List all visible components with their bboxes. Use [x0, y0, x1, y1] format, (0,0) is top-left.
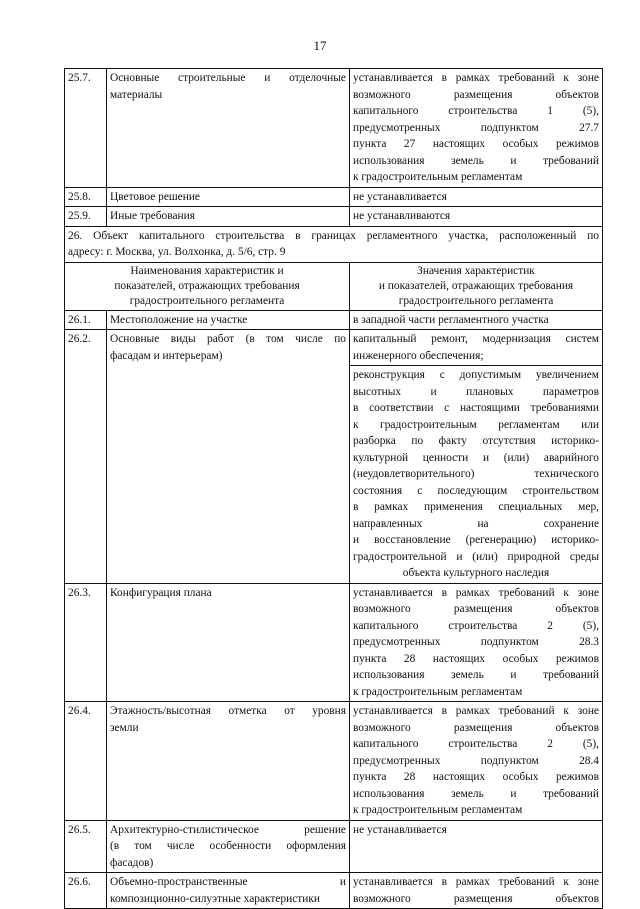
text-line: и восстановление (регенерацию) историко- [353, 534, 599, 546]
row-number: 25.7. [65, 69, 107, 188]
text-line: реконструкция с допустимым увеличением [353, 369, 599, 381]
text-line: к градостроительным регламентам [353, 685, 523, 698]
text-line: градостроительной и (или) природной среды [353, 550, 599, 563]
table-row [65, 187, 603, 207]
table-row [65, 310, 603, 330]
characteristic-name [107, 820, 350, 873]
characteristic-name: Цветовое решение [107, 187, 350, 207]
table-row [65, 702, 603, 821]
text-line: высотных и плановых параметров [353, 385, 599, 398]
characteristic-value: не устанавливается [350, 187, 603, 207]
characteristic-value [350, 873, 603, 909]
text-line: (неудовлетворительного) технического [353, 468, 599, 480]
table-row [65, 69, 603, 188]
text-line: возможного размещения объектов [353, 721, 599, 734]
requirements-table [64, 68, 603, 909]
characteristic-name [107, 702, 350, 821]
text-line: инженерного обеспечения; [353, 349, 484, 362]
value-part-b [350, 366, 602, 583]
page-number: 17 [313, 38, 327, 53]
table-row [65, 583, 603, 702]
characteristic-name [107, 330, 350, 584]
text-line: устанавливается в рамках требований к зоне [353, 586, 599, 599]
characteristic-name [107, 69, 350, 188]
text-line: капитального строительства 1 (5), [353, 105, 599, 117]
text-line: (в том числе особенности оформления [110, 840, 346, 852]
row-number: 26.1. [65, 310, 107, 330]
text-line: использования земель и требований [353, 669, 599, 681]
characteristic-value: в западной части регламентного участка [350, 310, 603, 330]
characteristic-value: не устанавливаются [350, 207, 603, 227]
text-line: Основные строительные и отделочные [110, 72, 346, 84]
text-line: и показателей, отражающих требования [378, 279, 574, 292]
value-part-a [350, 330, 602, 366]
section-heading-row [65, 226, 603, 262]
characteristic-name: Местоположение на участке [107, 310, 350, 330]
text-line: предусмотренных подпунктом 28.4 [353, 754, 599, 767]
text-line: к градостроительным регламентам [353, 804, 523, 816]
characteristic-name: Конфигурация плана [107, 583, 350, 702]
text-line: состояния с последующим строительством [353, 484, 599, 497]
characteristic-value: не устанавливается [350, 820, 603, 873]
row-number: 26.3. [65, 583, 107, 702]
text-line: градостроительного регламента [398, 294, 554, 307]
characteristic-value [350, 69, 603, 188]
table-row [65, 873, 603, 909]
text-line: использования земель и требований [353, 787, 599, 800]
table-row [65, 330, 603, 584]
text-line: предусмотренных подпунктом 28.3 [353, 636, 599, 648]
text-line: показателей, отражающих требования [114, 279, 300, 292]
row-number: 26.5. [65, 820, 107, 873]
text-line: адресу: г. Москва, ул. Волхонка, д. 5/6, стр. 9 [68, 246, 286, 258]
text-line: градостроительного регламента [129, 294, 285, 307]
text-line: пункта 28 настоящих особых режимов [353, 652, 599, 665]
column-header-names [65, 262, 350, 310]
text-line: объекта культурного наследия [402, 567, 550, 579]
row-number: 26.4. [65, 702, 107, 821]
table-row [65, 207, 603, 227]
text-line: устанавливается в рамках требований к зоне [353, 72, 599, 84]
text-line: 26. Объект капитального строительства в границах регламентного участка, расположенный по [68, 229, 599, 242]
row-number: 25.9. [65, 207, 107, 227]
table-header-row [65, 262, 603, 310]
text-line: в соответствии с настоящими требованиями [353, 402, 599, 414]
text-line: возможного размещения объектов [353, 88, 599, 101]
text-line: капитального строительства 2 (5), [353, 619, 599, 632]
text-line: материалы [110, 88, 163, 101]
characteristic-name [107, 873, 350, 909]
section-heading [65, 226, 603, 262]
column-header-values [350, 262, 603, 310]
text-line: предусмотренных подпунктом 27.7 [353, 121, 599, 134]
text-line: фасадов) [110, 856, 154, 869]
text-line: культурной ценности и (или) аварийного [353, 451, 599, 464]
text-line: Этажность/высотная отметка от уровня [110, 705, 346, 717]
text-line: капитального строительства 2 (5), [353, 738, 599, 750]
table-row [65, 820, 603, 873]
text-line: фасадам и интерьерам) [110, 349, 223, 362]
text-line: композиционно-силуэтные характеристики [110, 892, 320, 905]
text-line: Архитектурно-стилистическое решение [110, 823, 346, 836]
text-line: Объемно-пространственные и [110, 876, 346, 888]
text-line: капитальный ремонт, модернизация систем [353, 333, 599, 345]
row-number: 26.6. [65, 873, 107, 909]
row-number: 25.8. [65, 187, 107, 207]
text-line: пункта 28 настоящих особых режимов [353, 771, 599, 783]
characteristic-value [350, 583, 603, 702]
characteristic-value [350, 702, 603, 821]
text-line: в рамках применения специальных мер, [353, 501, 599, 513]
text-line: возможного размещения объектов [353, 603, 599, 615]
text-line: к градостроительным регламентам [353, 171, 523, 183]
text-line: направленных на сохранение [353, 517, 599, 530]
row-number: 26.2. [65, 330, 107, 584]
text-line: Наименования характеристик и [130, 264, 284, 277]
characteristic-name: Иные требования [107, 207, 350, 227]
text-line: Значения характеристик [417, 264, 535, 277]
text-line: возможного размещения объектов [353, 892, 599, 905]
text-line: к градостроительным регламентам или [353, 418, 599, 431]
characteristic-value [350, 330, 603, 584]
text-line: использования земель и требований [353, 154, 599, 167]
text-line: земли [110, 721, 139, 734]
text-line: пункта 27 настоящих особых режимов [353, 138, 599, 150]
text-line: Основные виды работ (в том числе по [110, 333, 346, 345]
text-line: устанавливается в рамках требований к зоне [353, 705, 599, 717]
text-line: устанавливается в рамках требований к зоне [353, 876, 599, 888]
text-line: разборка по факту отсутствия историко- [353, 435, 599, 447]
